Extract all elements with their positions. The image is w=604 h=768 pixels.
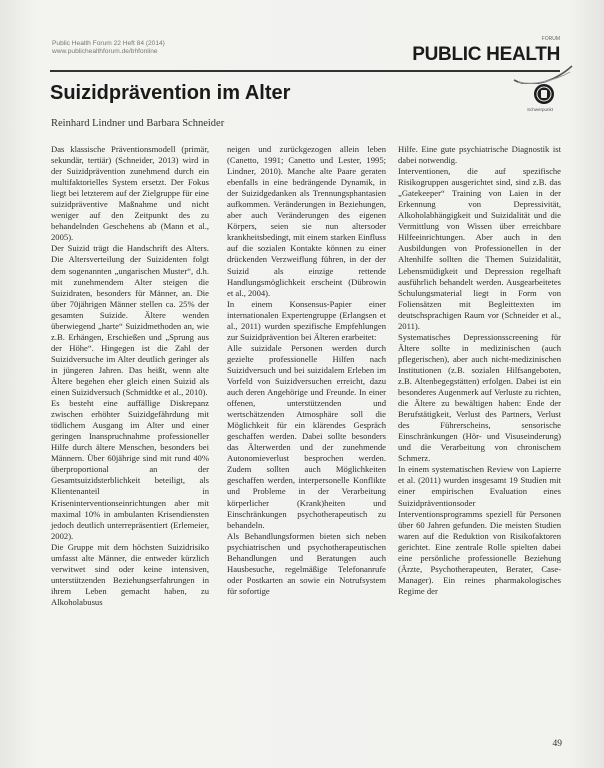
section-seal-icon [534,84,554,104]
paragraph: In einem Konsensus-Papier einer internationalen Expertengruppe (Erlangsen et al., 2011) wurden spezifische Empfehlungen zur Suizidprävention bei Älteren erarbeitet: [227,298,386,342]
paragraph: neigen und zurückgezogen allein leben (Canetto, 1991; Canetto und Lester, 1995; Lindner, 2010). Manche alte Paare geraten ebenfalls in eine bedrängende Dynamik, in der Suizidgedanken als Trennungsphantasien aufkommen. Veränderungen in Beziehungen, aber auch Veränderungen des eigenen Körpers, seien sie nun altersoder krankheitsbedingt, mit einem starken Einfluss auf die sozialen Kontakte können zu einer drückenden Verzweiflung führen, in der der Suizid als einzige rettende Handlungsmöglichkeit erscheint (Dübrowin et al., 2004). [227,144,386,298]
paragraph: Systematisches Depressionsscreening für Ältere sollte in medizinischen (auch pflegerischen), aber auch nicht-medizinischen Institutionen (z.B. sozialen Hilfsangeboten, z.B. Altenbegegstätten) erfolgen. Dabei ist ein besonderes Augenmerk auf Verluste zu richten, die Ältere zu bewältigen haben: Ende der Berufstätigkeit, Verlust des Partners, Verlust des Führerscheins, sensorische Einschränkungen (Hör- und Visuseinderung) und die Verarbeitung von chronischem Schmerz. [398,331,561,464]
paragraph: Das klassische Präventionsmodell (primär, sekundär, tertiär) (Schneider, 2013) wird in der Suizidprävention zunehmend durch ein multifaktorielles System ersetzt. Der Fokus liegt bei letzterem auf der Zielgruppe für eine suizidpräventive Maßnahme und nicht weniger auf den Zeitpunkt des zu behandelnden Geschehens ab (Mann et al., 2005). [51,144,209,243]
text-column-1 [51,144,209,608]
journal-citation-line-2: www.publichealthforum.de/bhfonline [52,48,158,55]
text-column-3 [398,144,561,597]
journal-citation-line-1: Public Health Forum 22 Heft 84 (2014) [52,40,165,47]
brand-logo: PUBLIC HEALTH [412,44,560,65]
paragraph: Als Behandlungsformen bieten sich neben psychiatrischen und psychotherapeutischen Behandlungen und Beratungen auch Hausbesuche, regelmäßige Telefonanrufe oder Postkarten an sowie ein Notrufsystem für sofortige [227,530,386,596]
page-number: 49 [552,739,562,749]
paragraph: Die Gruppe mit dem höchsten Suizidrisiko umfasst alte Männer, die entweder kürzlich verwitwet sind oder keine intensiven, unterstützenden Beziehungserfahrungen in ihrem Leben gemacht haben, zu Alkoholabusus [51,541,209,607]
article-authors: Reinhard Lindner und Barbara Schneider [51,118,225,129]
paragraph: Interventionen, die auf spezifische Risikogruppen ausgerichtet sind, sind z.B. das „Gatekeeper“ Training von Laien in der Erkennung von Depressivität, Alkoholabhängigkeit und Suizidalität und die Vermittlung von Wissen über erreichbare Hilfeeinrichtungen. Aber auch in den Ausbildungen von Professionellen in der Altenhilfe sollten die Themen Suizidalität, Lebensmüdigkeit und Depression regelhaft ausführlich behandelt werden. Ausgearbeitetes Schulungsmaterial liegt in Form von Foliensätzen mit Begleittexten im deutschsprachigen Raum vor (Schneider et al., 2011). [398,166,561,331]
text-column-2 [227,144,386,597]
paragraph: In einem systematischen Review von Lapierre et al. (2011) wurden insgesamt 19 Studien mit einer empirischen Evaluation eines Suizidpräventionsoder Interventionsprogramms speziell für Personen über 60 Jahren gefunden. Die meisten Studien waren auf die Reduktion von Risikofaktoren gerichtet. Eine zentrale Rolle spielten dabei eine persönliche professionelle Beziehung (Ärzte, Psychotherapeuten, Berater, Case-Manager). Ein reines pharmakologisches Regime der [398,464,561,596]
paragraph: Hilfe. Eine gute psychiatrische Diagnostik ist dabei notwendig. [398,144,561,166]
paragraph: Der Suizid trägt die Handschrift des Alters. Die Altersverteilung der Suizidenten folgt dem sogenannten „ungarischen Muster“, d.h. mit zunehmendem Alter steigen die Suizidraten, besonders für Männer, an. Die über 70jährigen Männer stellen ca. 25% der gesamten Suizide. Ältere wenden überwiegend „harte“ Suizidmethoden an, wie z.B. Erhängen, Erschießen und „Sprung aus der Höhe“. Hingegen ist die Zahl der Suizidversuche im Alter deutlich geringer als in jüngeren Jahren. Das heißt, wenn alte Ältere begehen eher gleich einen Suizid als einen Suizidversuch (Schmidtke et al., 2010). [51,243,209,398]
paragraph: Alle suizidale Personen werden durch gezielte professionelle Hilfen nach Suizidversuch und bei suizidalem Erleben im Vorfeld von Suizidversuchen erreicht, dazu auch deren Angehörige und Freunde. In einer offenen, unterstützenden und wertschätzenden Atmosphäre soll die Möglichkeit für ein klärendes Gespräch geschaffen werden. Dabei sollte besonders das Älterwerden und der zunehmende Autonomieverlust besprochen werden. Zudem sollten auch Möglichkeiten geschaffen werden, interpersonelle Konflikte und Probleme in der Verarbeitung körperlicher (Krank)heiten und Einschränkungen psychotherapeutisch zu behandeln. [227,342,386,530]
brand-forum-label: FORUM [541,36,560,42]
header-rule [50,70,560,72]
article-title: Suizidprävention im Alter [50,82,291,104]
paragraph: Es besteht eine auffällige Diskrepanz zwischen erhöhter Suizidgefährdung mit tödlichem Ausgang im Alter und einer geringen Inanspruchnahme professioneller Hilfe durch ältere Menschen, besonders bei Männern. Über 60jährige sind mit rund 40% überproportional an der Gesamtsuizidsterblichkeit beteiligt, als Klientenanteil in Kriseninterventionseinrichtungen aber mit maximal 10% in ambulanten Krisendiensten jedoch deutlich unterrepräsentiert (Erlemeier, 2002). [51,398,209,541]
journal-citation [52,40,165,56]
section-label: Schwerpunkt [527,107,554,112]
